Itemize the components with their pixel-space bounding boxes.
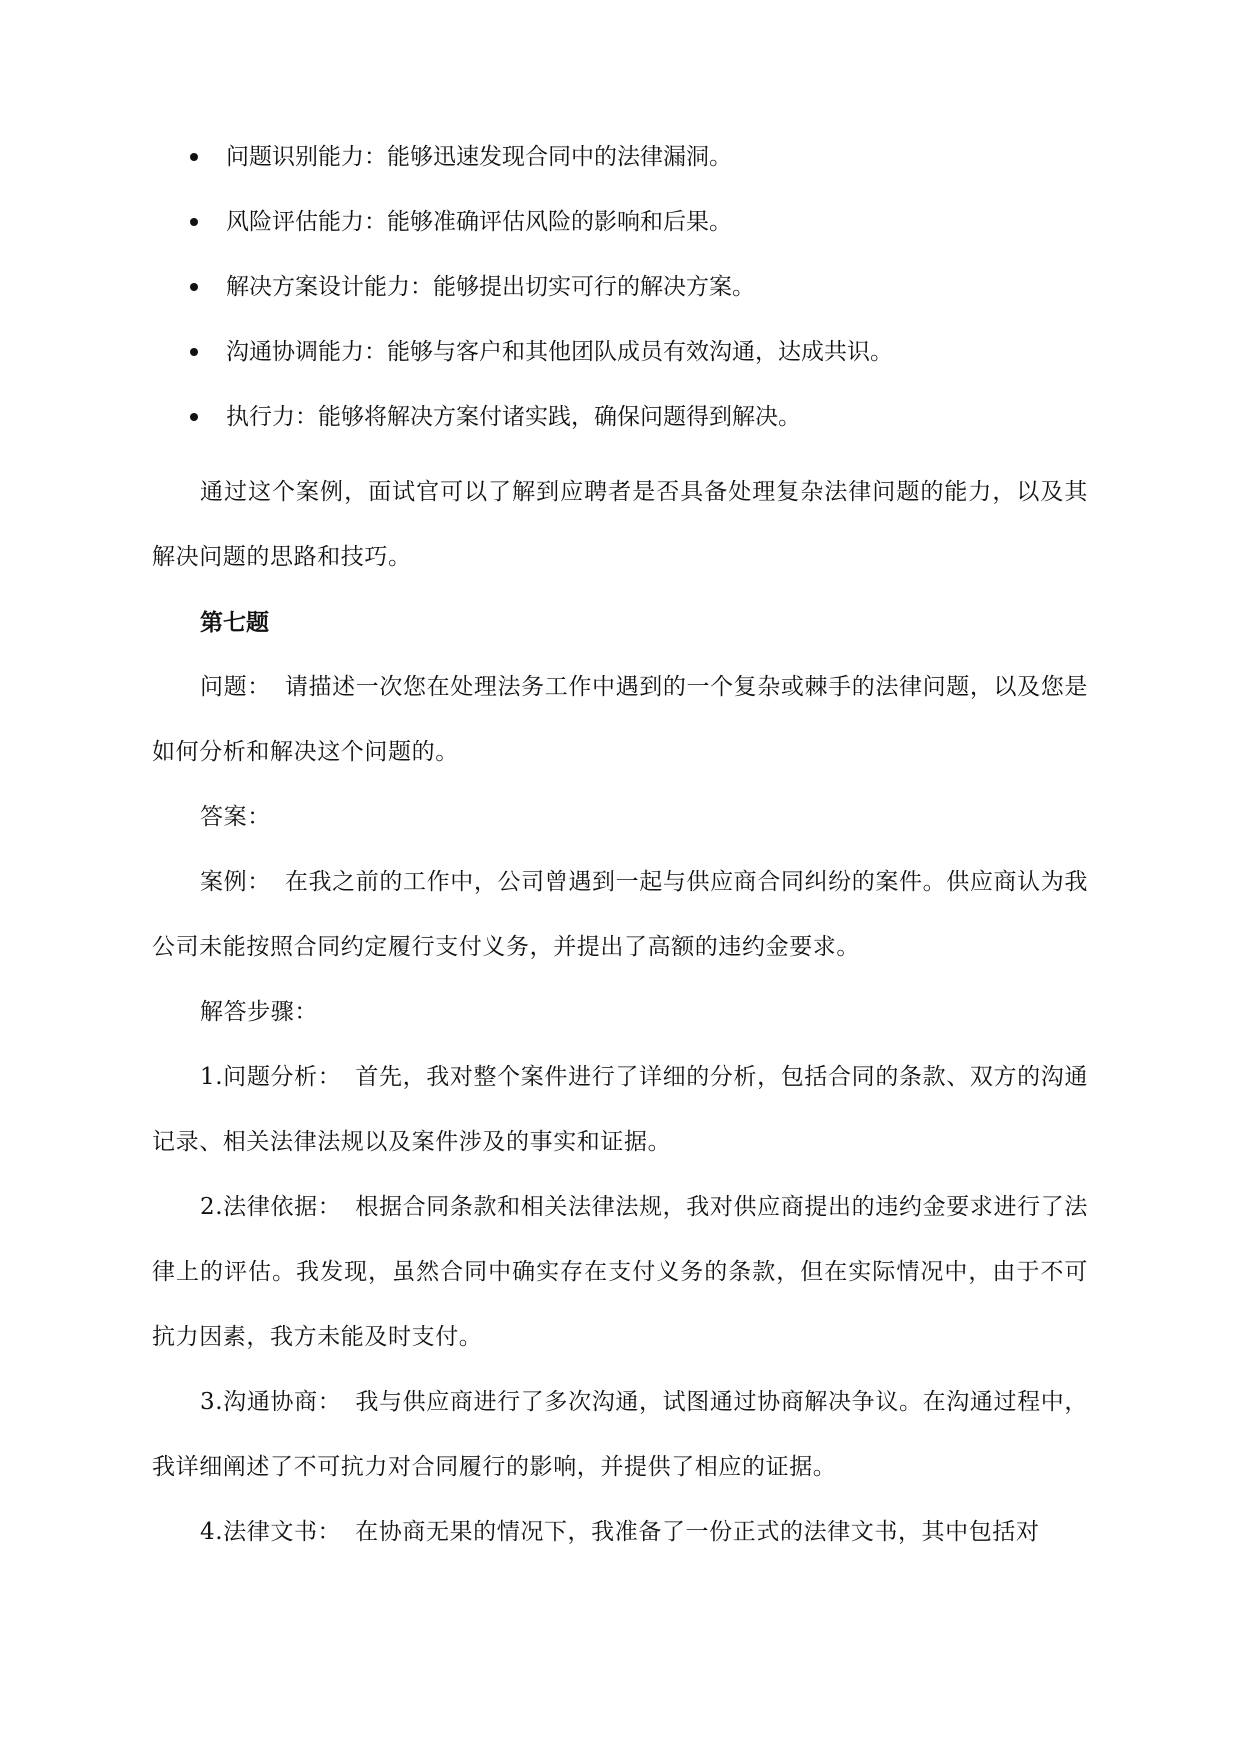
bullet-text: 风险评估能力：能够准确评估风险的影响和后果。 xyxy=(226,209,732,235)
list-item xyxy=(190,205,893,270)
case-text: 在我之前的工作中，公司曾遇到一起与供应商合同纠纷的案件。供应商认为我公司未能按照合同约定履行支付义务，并提出了高额的违约金要求。 xyxy=(152,869,1088,960)
question-text: 请描述一次您在处理法务工作中遇到的一个复杂或棘手的法律问题，以及您是如何分析和解决这个问题的。 xyxy=(152,674,1088,765)
list-item xyxy=(190,270,893,335)
ability-bullet-list xyxy=(190,140,893,465)
step-text: 在协商无果的情况下，我准备了一份正式的法律文书，其中包括对 xyxy=(355,1519,1040,1545)
bullet-dot-icon xyxy=(190,348,198,356)
summary-paragraph: 通过这个案例，面试官可以了解到应聘者是否具备处理复杂法律问题的能力，以及其解决问题的思路和技巧。 xyxy=(152,479,1088,570)
step-paragraph xyxy=(152,1045,1088,1175)
question-paragraph xyxy=(152,655,1088,785)
step-text: 我与供应商进行了多次沟通，试图通过协商解决争议。在沟通过程中，我详细阐述了不可抗力对合同履行的影响，并提供了相应的证据。 xyxy=(152,1389,1088,1480)
bullet-dot-icon xyxy=(190,283,198,291)
case-paragraph xyxy=(152,850,1088,980)
answer-label: 答案： xyxy=(200,804,271,830)
list-item xyxy=(190,335,893,400)
step-paragraph xyxy=(152,1175,1088,1370)
step-text: 首先，我对整个案件进行了详细的分析，包括合同的条款、双方的沟通记录、相关法律法规以及案件涉及的事实和证据。 xyxy=(152,1064,1088,1155)
step-paragraph xyxy=(152,1370,1088,1500)
bullet-text: 执行力：能够将解决方案付诸实践，确保问题得到解决。 xyxy=(226,404,801,430)
case-label: 案例： xyxy=(200,869,271,895)
steps-label: 解答步骤： xyxy=(200,999,318,1025)
bullet-dot-icon xyxy=(190,153,198,161)
list-item xyxy=(190,140,893,205)
list-item xyxy=(190,400,893,465)
step-text: 根据合同条款和相关法律法规，我对供应商提出的违约金要求进行了法律上的评估。我发现，虽然合同中确实存在支付义务的条款，但在实际情况中，由于不可抗力因素，我方未能及时支付。 xyxy=(152,1194,1088,1350)
bullet-text: 解决方案设计能力：能够提出切实可行的解决方案。 xyxy=(226,274,755,300)
step-label: 2.法律依据： xyxy=(200,1194,342,1220)
bullet-text: 问题识别能力：能够迅速发现合同中的法律漏洞。 xyxy=(226,144,732,170)
step-paragraph xyxy=(152,1500,1088,1565)
bullet-dot-icon xyxy=(190,218,198,226)
step-label: 3.沟通协商： xyxy=(200,1389,342,1415)
question-label: 问题： xyxy=(200,674,271,700)
section-title: 第七题 xyxy=(200,609,269,636)
step-label: 1.问题分析： xyxy=(200,1064,342,1090)
step-label: 4.法律文书： xyxy=(200,1519,342,1545)
bullet-text: 沟通协调能力：能够与客户和其他团队成员有效沟通，达成共识。 xyxy=(226,339,893,365)
bullet-dot-icon xyxy=(190,413,198,421)
